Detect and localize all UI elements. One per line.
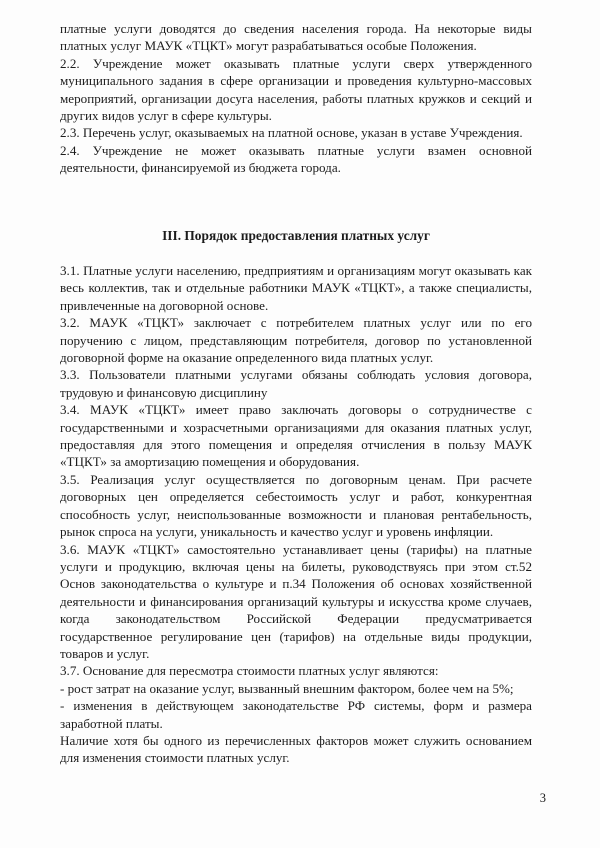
section-heading: III. Порядок предоставления платных услуг (162, 228, 430, 243)
paragraph-3-1: 3.1. Платные услуги населению, предприятиям и организациям могут оказывать как весь коллектив, так и отдельные работники МАУК «ТЦКТ», а также специалисты, привлеченные на договорной основе. (60, 263, 532, 313)
list-item-law-changes: - изменения в действующем законодательстве РФ системы, форм и размера заработной платы. (60, 698, 532, 731)
list-item-cost-growth: - рост затрат на оказание услуг, вызванный внешним фактором, более чем на 5%; (60, 680, 514, 696)
section-paragraphs (60, 262, 532, 767)
paragraph-conclusion: Наличие хотя бы одного из перечисленных факторов может служить основанием для изменения стоимости платных услуг. (60, 732, 532, 766)
paragraph-3-3: 3.3. Пользователи платными услугами обязаны соблюдать условия договора, трудовую и финансовую дисциплину (60, 367, 532, 400)
paragraph-3-4: 3.4. МАУК «ТЦКТ» имеет право заключать договоры о сотрудничестве с государственными и хозрасчетными организациями для оказания платных услуг, предоставляя для этого помещения и определяя отчисления в пользу МАУК «ТЦКТ» за амортизацию помещения и оборудования. (60, 402, 532, 470)
top-paragraphs (60, 20, 532, 177)
paragraph-2-2: 2.2. Учреждение может оказывать платные услуги сверх утвержденного муниципального задания в сфере организации и проведения культурно-массовых мероприятий, организации досуга населения, работы платных кружков и секций и других видов услуг в сфере культуры. (60, 55, 532, 124)
paragraph-2-4: 2.4. Учреждение не может оказывать платные услуги взамен основной деятельности, финансируемой из бюджета города. (60, 142, 532, 176)
paragraph-3-2: 3.2. МАУК «ТЦКТ» заключает с потребителем платных услуг или по его поручению с лицом, представляющим потребителя, договор по установленной договорной форме на оказание определенного вида платных услуг. (60, 315, 532, 366)
paragraph-intro: платные услуги доводятся до сведения населения города. На некоторые виды платных услуг МАУК «ТЦКТ» могут разрабатываться особые Положения. (60, 21, 532, 54)
page-number: 3 (539, 791, 546, 805)
paragraph-3-7: 3.7. Основание для пересмотра стоимости платных услуг являются: (60, 663, 439, 679)
paragraph-3-6: 3.6. МАУК «ТЦКТ» самостоятельно устанавливает цены (тарифы) на платные услуги и продукцию, включая цены на билеты, руководствуясь при этом ст.52 Основ законодательства о культуре и п.34 Положения об основах хозяйственной деятельности и финансирования организаций культуры и искусства кроме случаев, когда законодательством Российской Федерации предусматривается государственное регулирование цен (тарифов) на отдельные виды продукции, товаров и услуг. (60, 541, 532, 661)
paragraph-3-5: 3.5. Реализация услуг осуществляется по договорным ценам. При расчете договорных цен определяется себестоимость услуг и работ, конкурентная способность услуг, неиспользованные возможности и плановая рентабельность, рынок спроса на услуги, уникальность и качество услуг и уровень инфляции. (60, 471, 532, 540)
paragraph-2-3: 2.3. Перечень услуг, оказываемых на платной основе, указан в уставе Учреждения. (60, 125, 523, 141)
